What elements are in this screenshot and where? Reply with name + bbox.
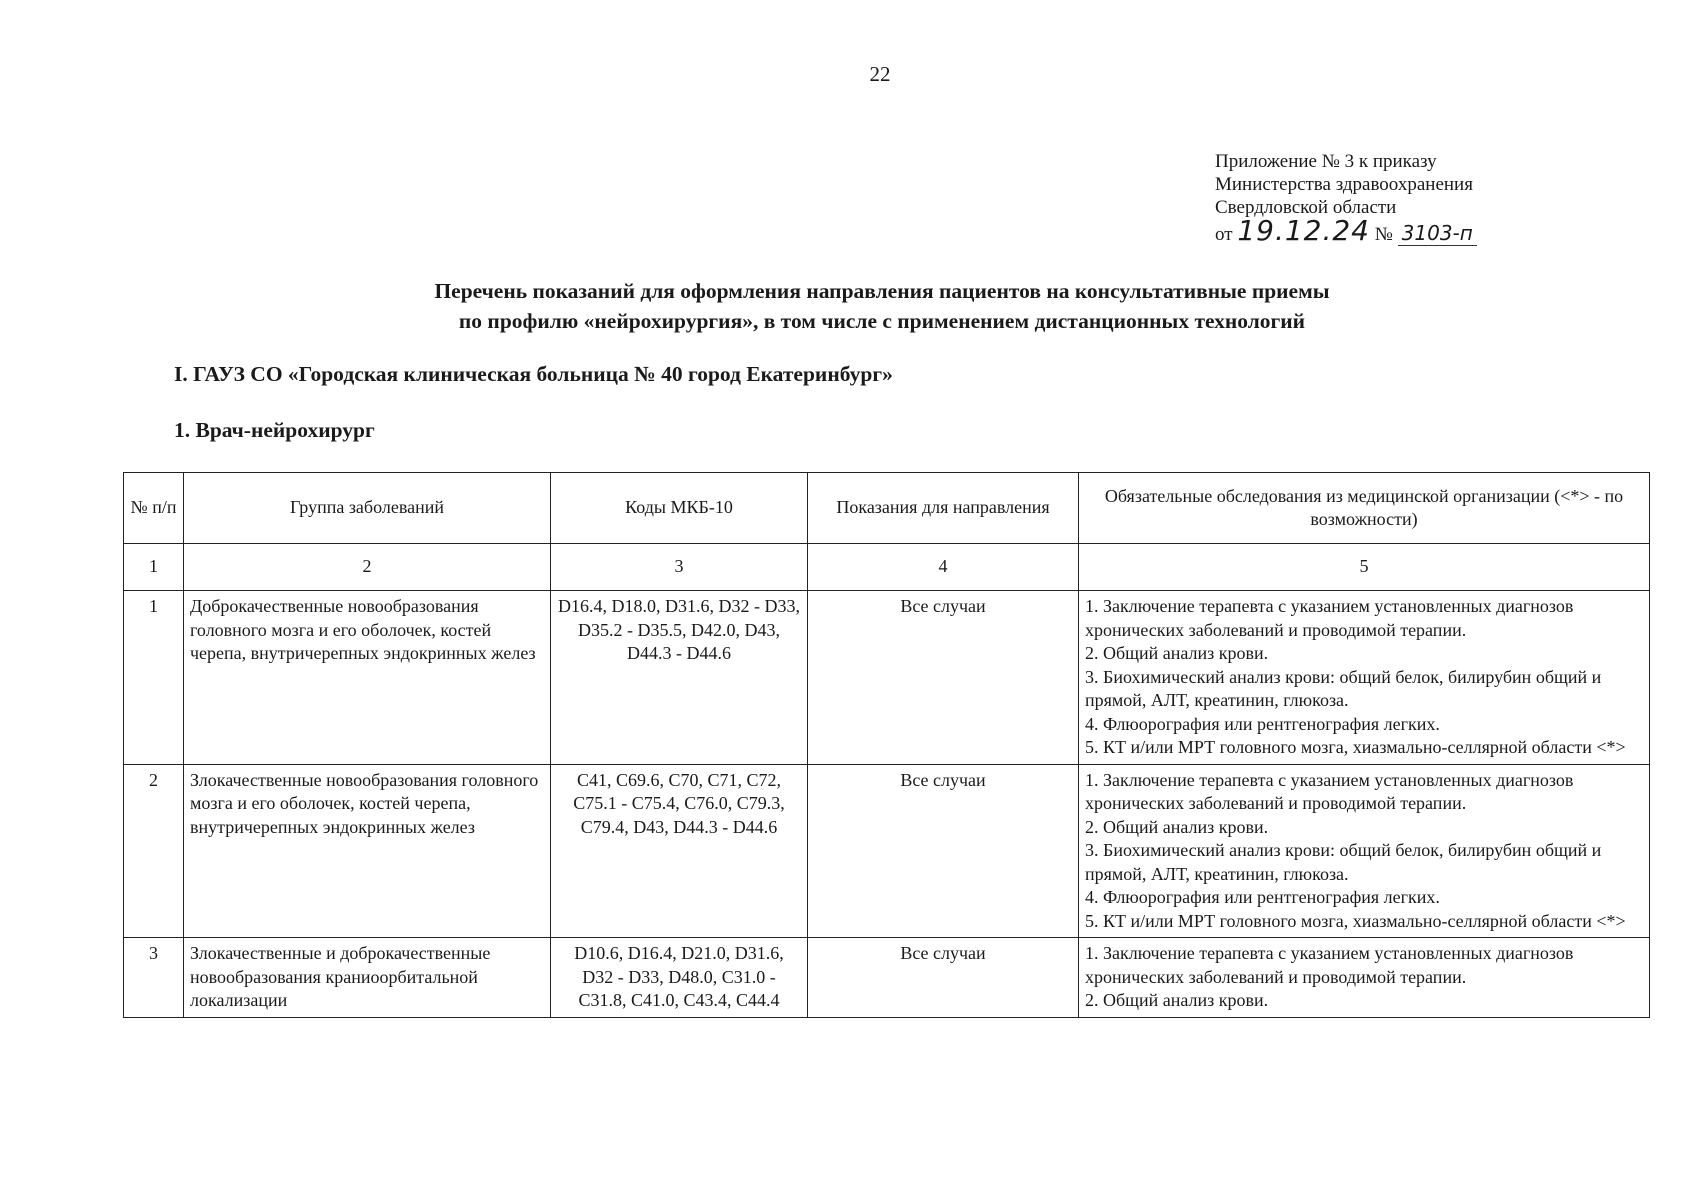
exam-item: 3. Биохимический анализ крови: общий белок, билирубин общий и прямой, АЛТ, креатинин, глюкоза. — [1085, 666, 1602, 710]
referral-indication: Все случаи — [808, 591, 1079, 765]
row-number: 3 — [124, 938, 184, 1018]
required-exams — [1079, 764, 1650, 938]
exam-item: 5. КТ и/или МРТ головного мозга, хиазмально-селлярной области <*> — [1085, 737, 1626, 757]
referral-indication: Все случаи — [808, 764, 1079, 938]
column-number: 2 — [184, 544, 551, 591]
date-prefix: от — [1215, 224, 1233, 245]
icd-codes: D16.4, D18.0, D31.6, D32 - D33, D35.2 - D35.5, D42.0, D43, D44.3 - D44.6 — [551, 591, 808, 765]
indications-table — [123, 472, 1650, 1018]
title-line-2: по профилю «нейрохирургия», в том числе с применением дистанционных технологий — [458, 309, 1306, 333]
handwritten-date: 19.12.24 — [1237, 214, 1370, 247]
icd-codes: D10.6, D16.4, D21.0, D31.6, D32 - D33, D48.0, C31.0 - C31.8, C41.0, C43.4, C44.4 — [551, 938, 808, 1018]
referral-indication: Все случаи — [808, 938, 1079, 1018]
column-number: 3 — [551, 544, 808, 591]
table-header-row — [124, 473, 1650, 544]
appendix-line-1: Приложение № 3 к приказу — [1215, 151, 1437, 172]
table-row — [124, 764, 1650, 938]
header-num: № п/п — [124, 473, 184, 544]
page-number: 22 — [869, 62, 891, 86]
row-number: 2 — [124, 764, 184, 938]
disease-group: Злокачественные и доброкачественные новообразования краниоорбитальной локализации — [184, 938, 551, 1018]
column-number: 5 — [1079, 544, 1650, 591]
appendix-date-line — [1215, 214, 1477, 247]
header-exams: Обязательные обследования из медицинской организации (<*> - по возможности) — [1079, 473, 1650, 544]
exam-item: 1. Заключение терапевта с указанием установленных диагнозов хронических заболеваний и проводимой терапии. — [1085, 769, 1574, 813]
required-exams — [1079, 938, 1650, 1018]
row-number: 1 — [124, 591, 184, 765]
table-row — [124, 591, 1650, 765]
indications-table-wrapper — [123, 472, 1649, 1018]
document-title — [0, 276, 1696, 336]
exam-item: 2. Общий анализ крови. — [1085, 816, 1269, 837]
icd-codes: C41, C69.6, C70, C71, C72, C75.1 - C75.4, C76.0, C79.3, C79.4, D43, D44.3 - D44.6 — [551, 764, 808, 938]
number-prefix: № — [1374, 224, 1393, 245]
subsection-heading: 1. Врач-нейрохирург — [174, 418, 375, 442]
exam-item: 4. Флюорография или рентгенография легких. — [1085, 887, 1440, 907]
table-row — [124, 938, 1650, 1018]
appendix-line-2: Министерства здравоохранения — [1215, 174, 1473, 195]
column-number: 1 — [124, 544, 184, 591]
exam-item: 1. Заключение терапевта с указанием установленных диагнозов хронических заболеваний и проводимой терапии. — [1085, 943, 1574, 987]
handwritten-order-number: 3103-п — [1398, 221, 1477, 246]
section-heading: I. ГАУЗ СО «Городская клиническая больница № 40 город Екатеринбург» — [174, 362, 893, 386]
column-number: 4 — [808, 544, 1079, 591]
required-exams — [1079, 591, 1650, 765]
appendix-block — [1215, 150, 1477, 246]
exam-item: 5. КТ и/или МРТ головного мозга, хиазмально-селлярной области <*> — [1085, 910, 1626, 931]
header-group: Группа заболеваний — [184, 473, 551, 544]
header-codes: Коды МКБ-10 — [551, 473, 808, 544]
exam-item: 4. Флюорография или рентгенография легких. — [1085, 713, 1440, 734]
header-indication: Показания для направления — [808, 473, 1079, 544]
exam-item: 2. Общий анализ крови. — [1085, 990, 1269, 1010]
disease-group: Злокачественные новообразования головного мозга и его оболочек, костей черепа, внутричерепных эндокринных желез — [184, 764, 551, 938]
exam-item: 3. Биохимический анализ крови: общий белок, билирубин общий и прямой, АЛТ, креатинин, глюкоза. — [1085, 840, 1602, 884]
column-number-row — [124, 544, 1650, 591]
disease-group: Доброкачественные новообразования головного мозга и его оболочек, костей черепа, внутричерепных эндокринных желез — [184, 591, 551, 765]
exam-item: 1. Заключение терапевта с указанием установленных диагнозов хронических заболеваний и проводимой терапии. — [1085, 596, 1574, 640]
exam-item: 2. Общий анализ крови. — [1085, 643, 1269, 663]
appendix-line-3: Свердловской области — [1215, 197, 1397, 218]
title-line-1: Перечень показаний для оформления направления пациентов на консультативные приемы — [434, 279, 1330, 303]
